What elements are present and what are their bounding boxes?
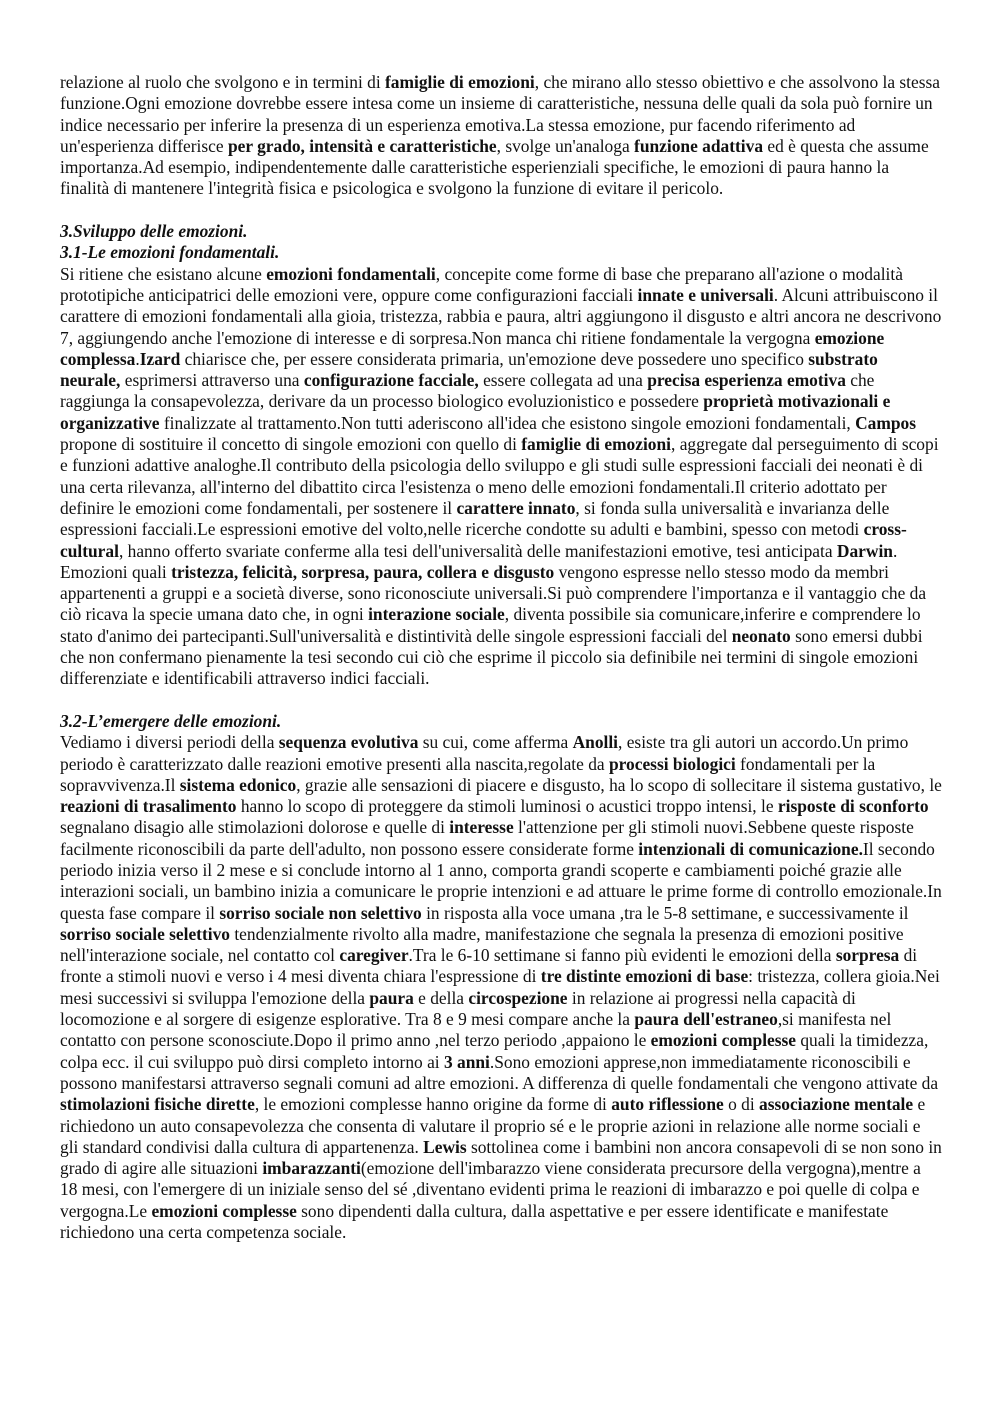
text-run: fondamentali per la sopravvivenza.Il [60, 753, 876, 795]
text-run: di fronte a stimoli nuovi e verso i 4 mesi diventa chiara l'espressione di [60, 945, 918, 987]
subsection-heading: 3.2-L’emergere delle emozioni. [60, 710, 282, 731]
text-run: , le emozioni complesse hanno origine da forme di [254, 1094, 612, 1115]
text-run: in relazione ai progressi nella capacità di locomozione e al sorgere di esigenze esplorative. Tra 8 e 9 mesi compare anche la [60, 987, 856, 1030]
fundamental-emotions-paragraph [60, 264, 942, 690]
bold-term: interazione sociale [368, 604, 505, 625]
bold-term: circospezione [468, 987, 568, 1008]
bold-term: substrato neurale, [60, 348, 878, 391]
text-run: finalizzate al trattamento.Non tutti aderiscono all'idea che esistono singole emozioni fondamentali, [159, 412, 856, 433]
text-run: : tristezza, collera gioia.Nei mesi successivi si sviluppa l'emozione della [60, 966, 940, 1008]
bold-term: intenzionali di comunicazione. [638, 838, 863, 859]
bold-term: tristezza, felicità, sorpresa, paura, collera e disgusto [171, 561, 555, 582]
text-run: .Sono emozioni apprese,non immediatamente riconoscibili e possono manifestarsi attraverso segnali comuni ad altre emozioni. A differenza di quelle fondamentali che vengono attivate da [60, 1051, 939, 1093]
bold-term: processi biologici [608, 753, 736, 774]
text-run: ed è questa che assume importanza.Ad esempio, indipendentemente dalle caratteristiche esperienziali specifiche, le emozioni di paura hanno la finalità di mantenere l'integrità fisica e psicologica e svolgono la funzione di evitare il pericolo. [60, 135, 929, 199]
text-run: segnalano disagio alle stimolazioni dolorose e quelle di [60, 817, 450, 838]
text-run: essere collegata ad una [478, 370, 648, 391]
bold-term: auto riflessione [611, 1094, 724, 1115]
text-run: o di [723, 1094, 760, 1115]
subsection-heading: 3.1-Le emozioni fondamentali. [60, 242, 280, 263]
text-run: tendenzialmente rivolto alla madre, manifestazione che segnala la presenza di emozioni positive nell'interazione sociale, nel contatto col [60, 923, 904, 966]
bold-term: sequenza evolutiva [278, 732, 419, 753]
bold-term: famiglie di emozioni [521, 434, 671, 455]
text-run: sono dipendenti dalla cultura, dalla aspettative e per essere identificate e manifestate richiedono una certa competenza sociale. [60, 1200, 889, 1243]
text-run: . Emozioni quali [60, 540, 898, 582]
bold-term: reazioni di trasalimento [60, 796, 237, 817]
text-run: su cui, come afferma [418, 732, 573, 753]
text-run: l'attenzione per gli stimoli nuovi.Sebbene queste risposte facilmente riconoscibili da parte dell'adulto, non possono essere considerate forme [60, 817, 914, 859]
bold-term: emozioni fondamentali [266, 263, 436, 284]
bold-term: emozioni complesse [650, 1030, 797, 1051]
bold-term: emozioni complesse [151, 1200, 297, 1221]
bold-term: sorpresa [835, 945, 900, 966]
bold-term: precisa esperienza emotiva [647, 370, 846, 391]
bold-term: sorriso sociale non selettivo [219, 902, 422, 923]
bold-term: sorriso sociale selettivo [60, 923, 230, 944]
text-run: e richiedono un auto consapevolezza che consenta di valutare il proprio sé e le proprie azioni in relazione alle norme sociali e gli standard condivisi dalla cultura di appartenenza. [60, 1094, 926, 1157]
bold-term: Darwin [836, 540, 893, 561]
text-run: , grazie alle sensazioni di piacere e disgusto, ha lo scopo di sollecitare il sistema gustativo, le [296, 774, 942, 795]
text-run: , concepite come forme di base che preparano all'azione o modalità prototipiche anticipatrici delle emozioni vere, oppure come configurazioni facciali [60, 263, 903, 305]
bold-term: stimolazioni fisiche dirette [60, 1094, 255, 1115]
bold-term: caregiver [339, 945, 409, 966]
paragraph-gap [60, 690, 942, 711]
text-run: . [135, 348, 140, 369]
text-run: , esiste tra gli autori un accordo.Un primo periodo è caratterizzato dalle reazioni emotive presenti alla nascita,regolate da [60, 732, 909, 774]
bold-term: Izard [139, 348, 181, 369]
bold-term: imbarazzanti [262, 1158, 361, 1179]
bold-term: innate e universali [637, 284, 774, 305]
bold-term: tre distinte emozioni di base [540, 966, 749, 987]
bold-term: paura [369, 987, 414, 1008]
text-run: esprimersi attraverso una [120, 370, 304, 391]
text-run: hanno lo scopo di proteggere da stimoli luminosi o acustici troppo intensi, le [236, 796, 778, 817]
bold-term: proprietà motivazionali e organizzative [60, 391, 891, 433]
intro-paragraph [60, 72, 942, 200]
bold-term: emozione complessa [60, 327, 885, 369]
bold-term: associazione mentale [759, 1094, 914, 1115]
text-run: Vediamo i diversi periodi della [60, 732, 279, 753]
bold-term: carattere innato [456, 497, 576, 518]
bold-term: neonato [731, 625, 791, 646]
text-run: chiarisce che, per essere considerata primaria, un'emozione deve possedere uno specifico [180, 348, 809, 369]
text-run: vengono espresse nello stesso modo da membri appartenenti a gruppi e a società diverse, sono riconosciute universali.Si può comprendere l'importanza e il vantaggio che da ciò ricava la specie umana dato che, in ogni [60, 561, 927, 625]
bold-term: sistema edonico [179, 774, 297, 795]
text-run: , svolge un'analoga [496, 135, 635, 156]
text-run: sono emersi dubbi che non confermano pienamente la tesi secondo cui ciò che esprime il piccolo sia definibile nei termini di singole emozioni differenziate e identificabili attraverso indici facciali. [60, 625, 923, 689]
text-run: che raggiunga la consapevolezza, derivare da un processo biologico evoluzionistico e possedere [60, 370, 875, 412]
text-run: . Alcuni attribuiscono il carattere di emozioni fondamentali alla gioia, tristezza, rabbia e paura, altri aggiungono il disgusto e altri ancora ne descrivono 7, aggiungendo anche l'emozione di interesse e di sorpresa.Non manca chi ritiene fondamentale la vergogna [60, 284, 942, 348]
text-run: , aggregate dal perseguimento di scopi e funzioni adattive analoghe.Il contributo della psicologia dello sviluppo e gli studi sulle espressioni facciali dei neonati è di una certa rilevanza, all'interno del dibattito circa l'esistenza o meno delle emozioni fondamentali.Il criterio adottato per definire le emozioni come fondamentali, per sostenere il [60, 434, 939, 518]
bold-term: Lewis [423, 1136, 467, 1157]
text-run: ,si manifesta nel contatto con persone sconosciute.Dopo il primo anno ,nel terzo periodo ,appaiono le [60, 1009, 892, 1051]
bold-term: per grado, intensità e caratteristiche [227, 135, 497, 156]
bold-term: Campos [855, 412, 917, 433]
text-run: sottolinea come i bambini non ancora consapevoli di se non sono in grado di agire alle situazioni [60, 1136, 942, 1179]
section-heading: 3.Sviluppo delle emozioni. [60, 221, 248, 242]
emergence-paragraph [60, 732, 942, 1243]
bold-term: famiglie di emozioni [385, 72, 535, 92]
text-run: Si ritiene che esistano alcune [60, 263, 267, 284]
text-run: , si fonda sulla universalità e invarianza delle espressioni facciali.Le espressioni emotive del volto,nelle ricerche condotte su adulti e bambini, spesso con metodi [60, 497, 890, 540]
bold-term: risposte di sconforto [777, 796, 929, 817]
text-run: , diventa possibile sia comunicare,inferire e comprendere lo stato d'animo dei partecipanti.Sull'universalità e distintività delle singole espressioni facciali del [60, 604, 921, 646]
text-run: e della [413, 987, 469, 1008]
bold-term: 3 anni [443, 1051, 490, 1072]
text-run: .Tra le 6-10 settimane si fanno più evidenti le emozioni della [408, 945, 836, 966]
bold-term: Anolli [572, 732, 619, 753]
bold-term: paura dell'estraneo [634, 1009, 778, 1030]
bold-term: configurazione facciale, [303, 370, 479, 391]
text-run: (emozione dell'imbarazzo viene considerata precursore della vergogna),mentre a 18 mesi, con l'emergere di un iniziale senso del sé ,diventano evidenti prima le reazioni di imbarazzo e poi quelle di colpa e vergogna.Le [60, 1158, 921, 1221]
bold-term: cross-cultural [60, 519, 907, 561]
text-run: relazione al ruolo che svolgono e in termini di [60, 72, 386, 92]
bold-term: funzione adattiva [634, 135, 764, 156]
text-run: in risposta alla voce umana ,tra le 5-8 settimane, e successivamente il [421, 902, 909, 923]
text-run: , che mirano allo stesso obiettivo e che assolvono la stessa funzione.Ogni emozione dovrebbe essere intesa come un insieme di caratteristiche, nessuna delle quali da sola può fornire un indice necessario per inferire la presenza di un esperienza emotiva.La stessa emozione, pur facendo riferimento ad un'esperienza differisce [60, 72, 940, 156]
text-run: propone di sostituire il concetto di singole emozioni con quello di [60, 434, 522, 455]
bold-term: interesse [449, 817, 514, 838]
paragraph-gap [60, 200, 942, 221]
text-run: quali la timidezza, colpa ecc. il cui sviluppo può dirsi completo intorno ai [60, 1030, 929, 1072]
text-run: Il secondo periodo inizia verso il 2 mese e si conclude intorno al 1 anno, comporta grandi scoperte e cambiamenti poiché grazie alle interazioni sociali, un bambino inizia a comunicare le proprie intenzioni e ad attuare le prime forme di controllo emozionale.In questa fase compare il [60, 838, 942, 923]
text-run: , hanno offerto svariate conferme alla tesi dell'universalità delle manifestazioni emotive, tesi anticipata [118, 540, 837, 561]
